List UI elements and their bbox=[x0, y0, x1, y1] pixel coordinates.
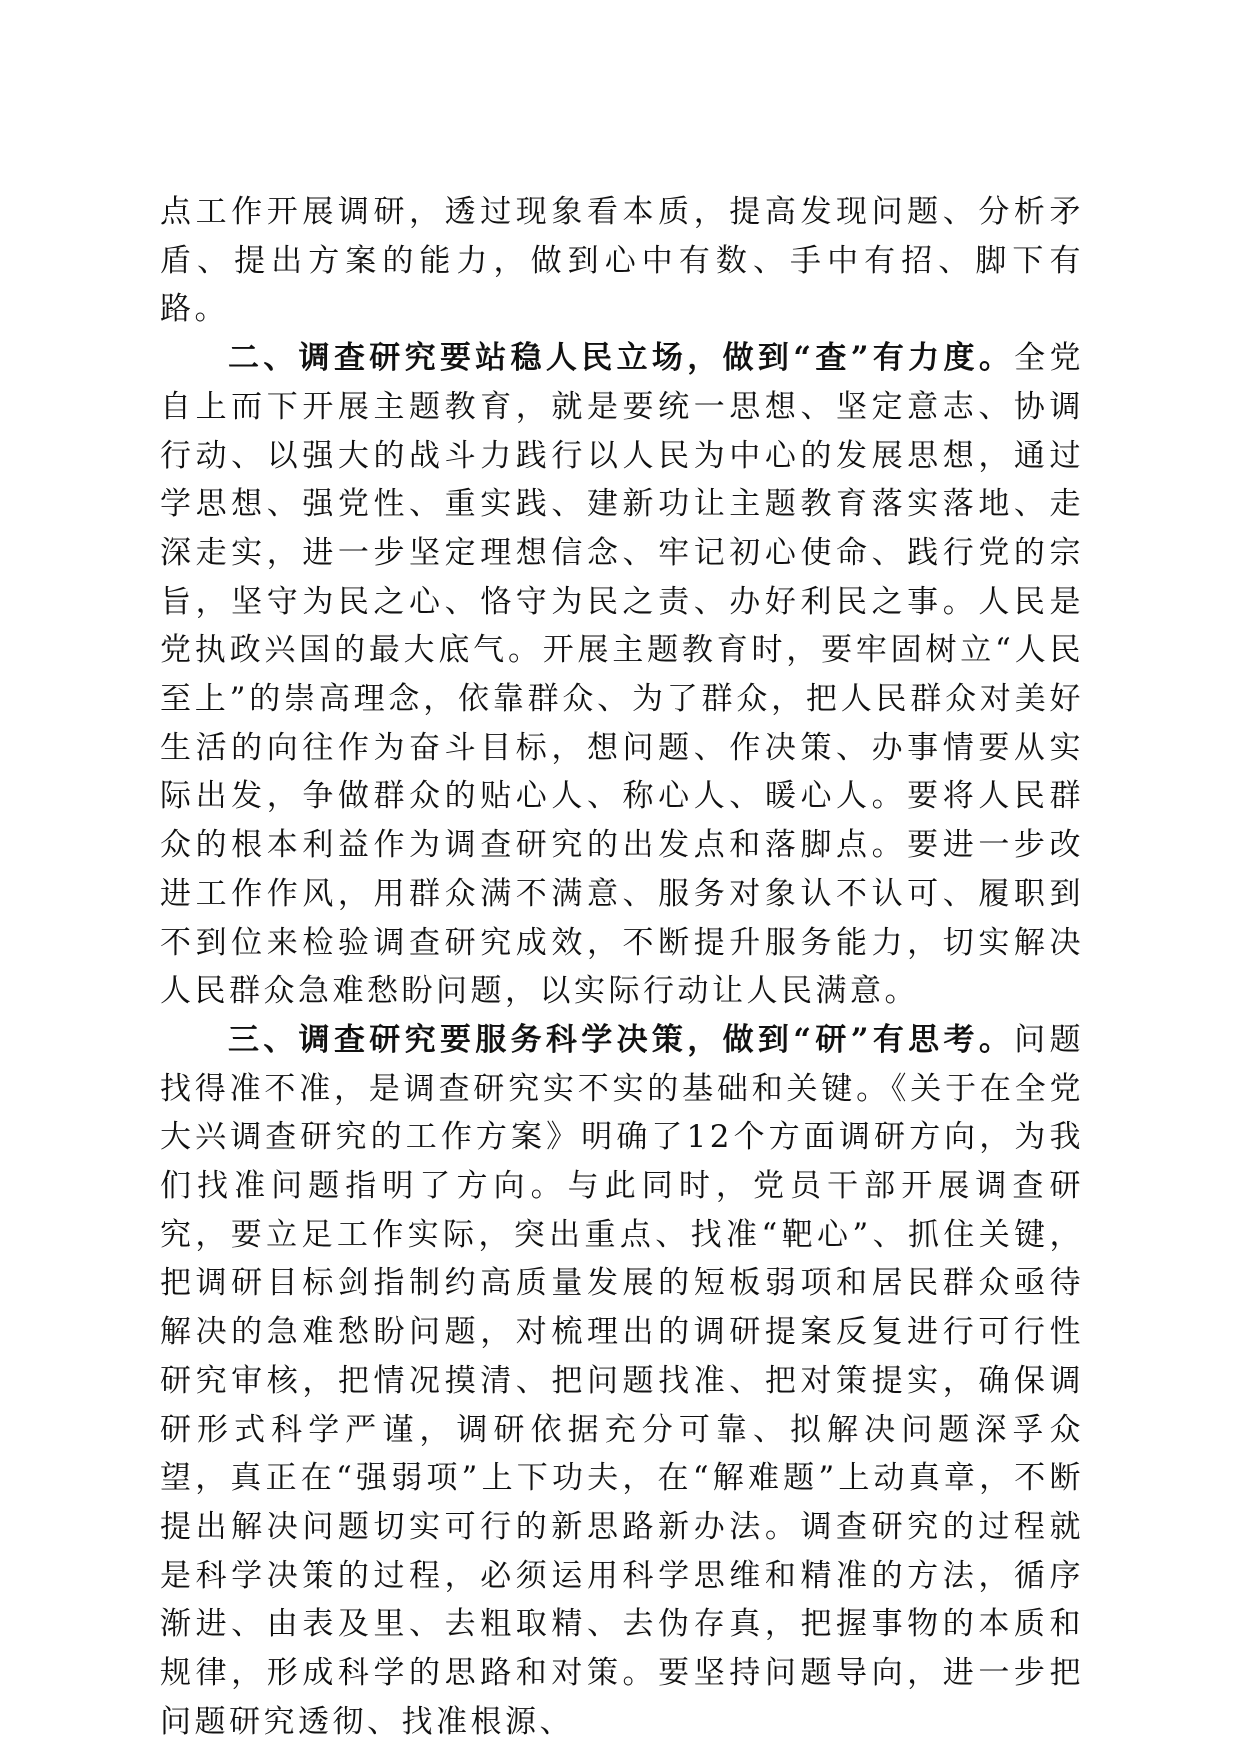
section-heading-2: 二、调查研究要站稳人民立场，做到“查”有力度。 bbox=[228, 340, 1015, 377]
document-body bbox=[160, 188, 1084, 1747]
paragraph-text: 问题找得准不准，是调查研究实不实的基础和关键。《关于在全党大兴调查研究的工作方案》明确了12个方面调研方向，为我们找准问题指明了方向。与此同时，党员干部开展调查研究，要立足工作实际，突出重点、找准“靶心”、抓住关键，把调研目标剑指制约高质量发展的短板弱项和居民群众亟待解决的急难愁盼问题，对梳理出的调研提案反复进行可行性研究审核，把情况摸清、把问题找准、把对策提实，确保调研形式科学严谨，调研依据充分可靠、拟解决问题深孚众望，真正在“强弱项”上下功夫，在“解难题”上动真章，不断提出解决问题切实可行的新思路新办法。调查研究的过程就是科学决策的过程，必须运用科学思维和精准的方法，循序渐进、由表及里、去粗取精、去伪存真，把握事物的本质和规律，形成科学的思路和对策。要坚持问题导向，进一步把问题研究透彻、找准根源、 bbox=[160, 1021, 1084, 1740]
section-heading-3: 三、调查研究要服务科学决策，做到“研”有思考。 bbox=[228, 1021, 1015, 1058]
paragraph-continuation bbox=[160, 188, 1084, 334]
paragraph-text: 点工作开展调研，透过现象看本质，提高发现问题、分析矛盾、提出方案的能力，做到心中有数、手中有招、脚下有路。 bbox=[160, 194, 1084, 328]
paragraph-section-2 bbox=[160, 334, 1084, 1016]
paragraph-text: 全党自上而下开展主题教育，就是要统一思想、坚定意志、协调行动、以强大的战斗力践行以人民为中心的发展思想，通过学思想、强党性、重实践、建新功让主题教育落实落地、走深走实，进一步坚定理想信念、牢记初心使命、践行党的宗旨，坚守为民之心、恪守为民之责、办好利民之事。人民是党执政兴国的最大底气。开展主题教育时，要牢固树立“人民至上”的崇高理念，依靠群众、为了群众，把人民群众对美好生活的向往作为奋斗目标，想问题、作决策、办事情要从实际出发，争做群众的贴心人、称心人、暖心人。要将人民群众的根本利益作为调查研究的出发点和落脚点。要进一步改进工作作风，用群众满不满意、服务对象认不认可、履职到不到位来检验调查研究成效，不断提升服务能力，切实解决人民群众急难愁盼问题，以实际行动让人民满意。 bbox=[160, 340, 1084, 1010]
paragraph-section-3 bbox=[160, 1016, 1084, 1747]
